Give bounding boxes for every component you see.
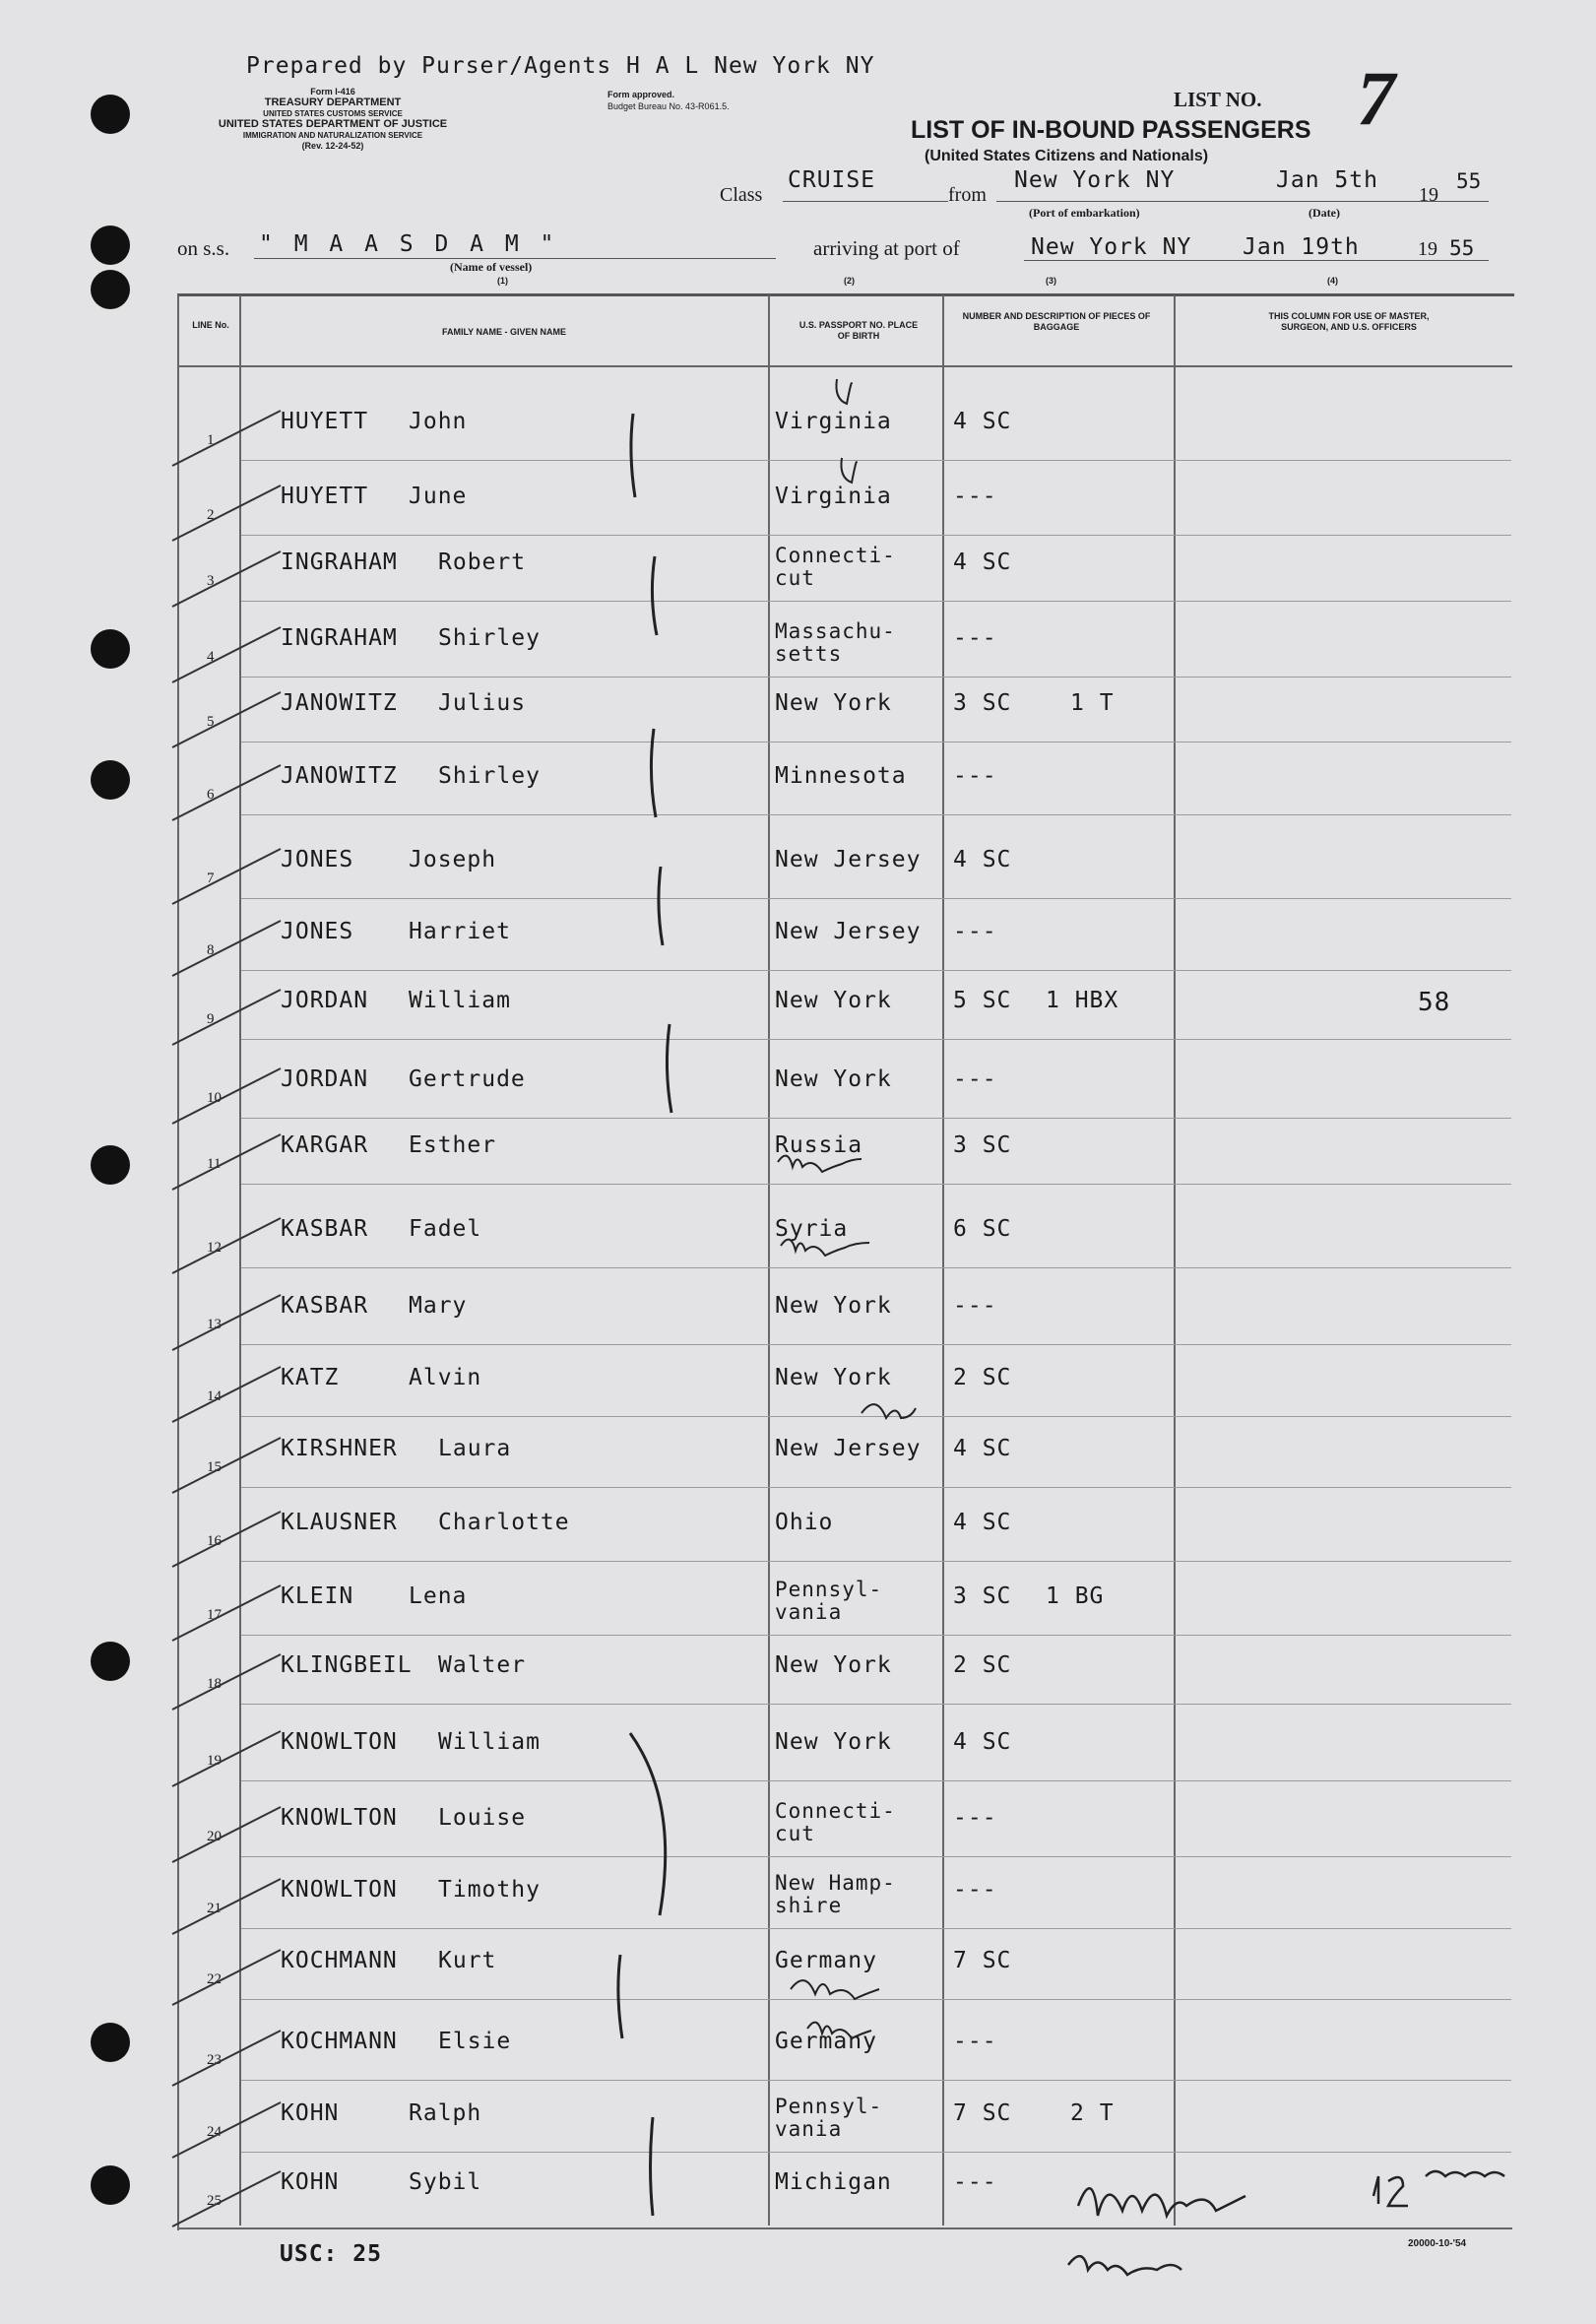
place-of-birth: Russia	[775, 1132, 863, 1158]
line-number: 5	[207, 714, 215, 730]
place-of-birth: New Jersey	[775, 919, 922, 944]
given-name: Walter	[438, 1652, 527, 1678]
tick-marks-group	[172, 411, 281, 2227]
line-number: 22	[207, 1971, 222, 1987]
baggage-count: ---	[953, 625, 997, 651]
given-name: Esther	[409, 1132, 497, 1158]
list-title: LIST OF IN-BOUND PASSENGERS	[911, 116, 1311, 144]
place-of-birth: New York	[775, 1652, 892, 1678]
print-code: 20000-10-'54	[1408, 2238, 1467, 2249]
year-prefix: 19	[1419, 184, 1438, 206]
col-number-2: (2)	[844, 276, 855, 286]
family-name: KATZ	[281, 1365, 340, 1390]
place-of-birth: Germany	[775, 2029, 877, 2054]
given-name: Shirley	[438, 763, 541, 789]
line-number: 14	[207, 1388, 222, 1404]
baggage-count: 3 SC	[953, 1132, 1012, 1158]
family-name: JANOWITZ	[281, 690, 398, 716]
given-name: June	[409, 484, 468, 509]
from-value: New York NY	[1014, 167, 1176, 193]
place-of-birth: New York	[775, 690, 892, 716]
check-tick	[172, 1134, 281, 1190]
given-name: Kurt	[438, 1948, 497, 1973]
given-name: John	[409, 409, 468, 434]
header-passport: U.S. PASSPORT NO. PLACE OF BIRTH	[798, 320, 919, 341]
given-name: Gertrude	[409, 1066, 526, 1092]
given-name: Mary	[409, 1293, 468, 1319]
check-tick	[172, 1654, 281, 1710]
line-number: 2	[207, 507, 215, 523]
line-number: 3	[207, 573, 215, 589]
given-name: Elsie	[438, 2029, 512, 2054]
baggage-count: 4 SC	[953, 1729, 1012, 1755]
check-tick	[172, 1807, 281, 1862]
check-tick	[172, 1879, 281, 1934]
treasury-label: TREASURY DEPARTMENT	[264, 97, 402, 108]
line-number: 18	[207, 1676, 222, 1692]
family-name: KASBAR	[281, 1216, 369, 1242]
baggage-count: 4 SC	[953, 1510, 1012, 1535]
line-number: 7	[207, 871, 215, 886]
family-name: KOCHMANN	[281, 2029, 398, 2054]
family-name: HUYETT	[281, 484, 369, 509]
prepared-by: Prepared by Purser/Agents H A L New York NY	[246, 53, 875, 79]
line-number: 1	[207, 432, 215, 448]
baggage-count: 3 SC	[953, 1583, 1012, 1609]
place-of-birth: Virginia	[775, 409, 892, 434]
port-embark-caption: (Port of embarkation)	[1029, 206, 1140, 220]
header-officers: THIS COLUMN FOR USE OF MASTER, SURGEON, AND U.S. OFFICERS	[1268, 311, 1430, 332]
check-tick	[172, 1950, 281, 2005]
col-number-1: (1)	[497, 276, 508, 286]
place-of-birth: Connecti- cut	[775, 1799, 896, 1845]
line-number: 12	[207, 1240, 222, 1256]
vessel-name: " M A A S D A M "	[259, 231, 558, 257]
arrival-year-prefix: 19	[1418, 238, 1437, 260]
baggage-count: ---	[953, 919, 997, 944]
line-number: 20	[207, 1829, 222, 1844]
usc-count: USC: 25	[280, 2241, 382, 2267]
check-tick	[172, 2102, 281, 2158]
place-of-birth: Michigan	[775, 2169, 892, 2195]
family-name: KOCHMANN	[281, 1948, 398, 1973]
check-tick	[172, 921, 281, 976]
header-line-no: LINE No.	[192, 320, 229, 330]
col-number-3: (3)	[1046, 276, 1056, 286]
baggage-count: ---	[953, 1805, 997, 1831]
baggage-count: 4 SC	[953, 1436, 1012, 1461]
baggage-count: 7 SC	[953, 1948, 1012, 1973]
baggage-count: ---	[953, 2169, 997, 2195]
on-ss-label: on s.s.	[177, 236, 230, 260]
baggage-count: 4 SC	[953, 409, 1012, 434]
line-number: 11	[207, 1156, 222, 1172]
check-tick	[172, 765, 281, 820]
budget-bureau: Budget Bureau No. 43-R061.5.	[607, 101, 730, 111]
baggage-count: ---	[953, 763, 997, 789]
line-number: 15	[207, 1459, 222, 1475]
family-name: JONES	[281, 847, 354, 872]
family-name: KLEIN	[281, 1583, 354, 1609]
class-value: CRUISE	[788, 167, 876, 193]
place-of-birth: New Jersey	[775, 847, 922, 872]
given-name: Alvin	[409, 1365, 482, 1390]
class-label: Class	[720, 184, 763, 206]
line-number: 6	[207, 787, 215, 803]
check-tick	[172, 849, 281, 904]
check-tick	[172, 692, 281, 747]
year-suffix: 55	[1456, 169, 1482, 193]
baggage-count: 5 SC	[953, 988, 1012, 1013]
from-label: from	[948, 184, 987, 206]
list-no-label: LIST NO.	[1174, 88, 1262, 111]
given-name: Harriet	[409, 919, 511, 944]
baggage-count: 4 SC	[953, 549, 1012, 575]
given-name: Louise	[438, 1805, 527, 1831]
given-name: Robert	[438, 549, 527, 575]
place-of-birth: Massachu- setts	[775, 619, 896, 666]
baggage-count: 2 SC	[953, 1365, 1012, 1390]
check-tick	[172, 1068, 281, 1124]
given-name: Ralph	[409, 2100, 482, 2126]
family-name: KNOWLTON	[281, 1877, 398, 1903]
baggage-count: 3 SC	[953, 690, 1012, 716]
customs-label: UNITED STATES CUSTOMS SERVICE	[263, 109, 403, 118]
baggage-extra: 2 T	[1070, 2100, 1115, 2126]
departure-date: Jan 5th	[1276, 167, 1378, 193]
place-of-birth: New Jersey	[775, 1436, 922, 1461]
line-number: 8	[207, 942, 215, 958]
family-name: KASBAR	[281, 1293, 369, 1319]
line-number: 17	[207, 1607, 222, 1623]
check-tick	[172, 1731, 281, 1786]
ins-label: IMMIGRATION AND NATURALIZATION SERVICE	[242, 131, 423, 140]
check-tick	[172, 1438, 281, 1493]
check-tick	[172, 2171, 281, 2227]
check-tick	[172, 1218, 281, 1273]
place-of-birth: New Hamp- shire	[775, 1871, 896, 1917]
given-name: Fadel	[409, 1216, 482, 1242]
line-number: 10	[207, 1090, 222, 1106]
family-name: KNOWLTON	[281, 1729, 398, 1755]
form-number: Form I-416	[310, 87, 355, 97]
line-number: 9	[207, 1011, 215, 1027]
baggage-extra: 1 T	[1070, 690, 1115, 716]
baggage-count: 6 SC	[953, 1216, 1012, 1242]
baggage-count: ---	[953, 1293, 997, 1319]
family-name: HUYETT	[281, 409, 369, 434]
place-of-birth: Virginia	[775, 484, 892, 509]
check-tick	[172, 411, 281, 466]
place-of-birth: New York	[775, 1365, 892, 1390]
line-number: 24	[207, 2124, 222, 2140]
check-tick	[172, 627, 281, 682]
family-name: KOHN	[281, 2169, 340, 2195]
line-number: 23	[207, 2052, 222, 2068]
family-name: KIRSHNER	[281, 1436, 398, 1461]
given-name: Timothy	[438, 1877, 541, 1903]
given-name: Julius	[438, 690, 527, 716]
place-of-birth: Pennsyl- vania	[775, 1578, 883, 1624]
baggage-count: 7 SC	[953, 2100, 1012, 2126]
place-of-birth: Germany	[775, 1948, 877, 1973]
arrival-port: New York NY	[1031, 234, 1192, 260]
check-tick	[172, 1512, 281, 1567]
check-tick	[172, 1295, 281, 1350]
baggage-count: ---	[953, 1877, 997, 1903]
signature	[1068, 2171, 1504, 2275]
baggage-count: ---	[953, 484, 997, 509]
family-name: INGRAHAM	[281, 549, 398, 575]
arriving-label: arriving at port of	[813, 236, 960, 260]
line-number: 19	[207, 1753, 222, 1769]
officer-note: 58	[1418, 988, 1451, 1017]
check-tick	[172, 1585, 281, 1641]
family-name: JORDAN	[281, 988, 369, 1013]
baggage-count: ---	[953, 1066, 997, 1092]
given-name: William	[438, 1729, 541, 1755]
revision-label: (Rev. 12-24-52)	[301, 141, 364, 151]
place-of-birth: Ohio	[775, 1510, 834, 1535]
line-number: 13	[207, 1317, 222, 1332]
place-of-birth: New York	[775, 1066, 892, 1092]
justice-label: UNITED STATES DEPARTMENT OF JUSTICE	[218, 118, 448, 130]
family-name: KOHN	[281, 2100, 340, 2126]
check-tick	[172, 990, 281, 1045]
date-caption: (Date)	[1309, 206, 1340, 220]
given-name: Joseph	[409, 847, 497, 872]
baggage-extra: 1 HBX	[1046, 988, 1119, 1013]
list-subtitle: (United States Citizens and Nationals)	[925, 148, 1209, 164]
list-no-value: 7	[1357, 55, 1395, 141]
family-name: INGRAHAM	[281, 625, 398, 651]
col-number-4: (4)	[1327, 276, 1338, 286]
header-baggage: NUMBER AND DESCRIPTION OF PIECES OF BAGGAGE	[962, 311, 1151, 332]
place-of-birth: New York	[775, 1729, 892, 1755]
family-name: JONES	[281, 919, 354, 944]
header-name: FAMILY NAME - GIVEN NAME	[441, 327, 566, 337]
family-name: JORDAN	[281, 1066, 369, 1092]
naturalized-annotations	[778, 379, 916, 2038]
given-name: Sybil	[409, 2169, 482, 2195]
arrival-year-suffix: 55	[1449, 236, 1475, 260]
family-name: KARGAR	[281, 1132, 369, 1158]
baggage-count: ---	[953, 2029, 997, 2054]
baggage-count: 2 SC	[953, 1652, 1012, 1678]
place-of-birth: Pennsyl- vania	[775, 2095, 883, 2141]
family-name: JANOWITZ	[281, 763, 398, 789]
place-of-birth: New York	[775, 1293, 892, 1319]
place-of-birth: New York	[775, 988, 892, 1013]
given-name: Lena	[409, 1583, 468, 1609]
line-number: 21	[207, 1901, 222, 1916]
line-number: 25	[207, 2193, 222, 2209]
check-tick	[172, 485, 281, 541]
place-of-birth: Syria	[775, 1216, 849, 1242]
place-of-birth: Minnesota	[775, 763, 907, 789]
given-name: Shirley	[438, 625, 541, 651]
baggage-count: 4 SC	[953, 847, 1012, 872]
given-name: Laura	[438, 1436, 512, 1461]
bracket-marks	[618, 414, 671, 2216]
family-name: KNOWLTON	[281, 1805, 398, 1831]
vessel-caption: (Name of vessel)	[450, 260, 533, 274]
check-tick	[172, 2031, 281, 2086]
given-name: Charlotte	[438, 1510, 570, 1535]
check-tick	[172, 1367, 281, 1422]
place-of-birth: Connecti- cut	[775, 544, 896, 590]
family-name: KLAUSNER	[281, 1510, 398, 1535]
family-name: KLINGBEIL	[281, 1652, 413, 1678]
line-number: 4	[207, 649, 215, 665]
form-approved: Form approved.	[607, 90, 675, 99]
arrival-date: Jan 19th	[1243, 234, 1360, 260]
baggage-extra: 1 BG	[1046, 1583, 1105, 1609]
check-tick	[172, 551, 281, 607]
given-name: William	[409, 988, 511, 1013]
line-number: 16	[207, 1533, 222, 1549]
